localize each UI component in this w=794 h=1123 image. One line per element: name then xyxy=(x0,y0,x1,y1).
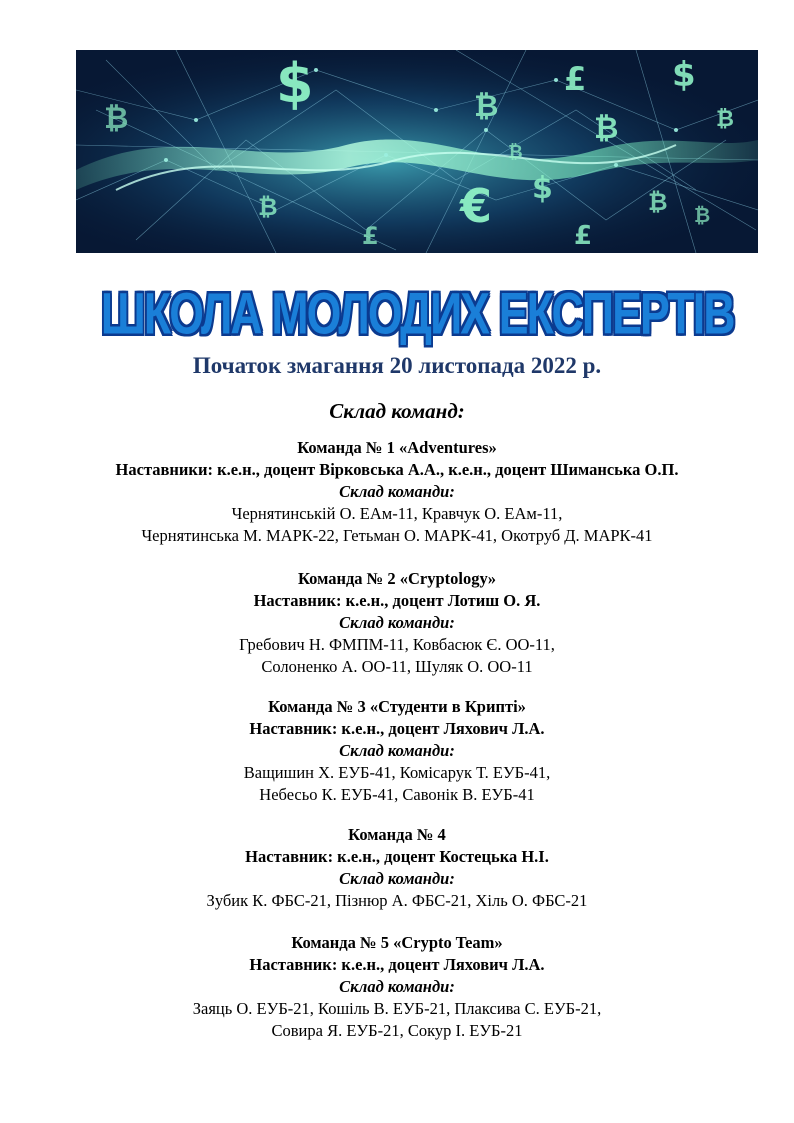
bitcoin-icon: ₿ xyxy=(258,193,278,221)
team-members-line: Чернятинська М. МАРК-22, Гетьман О. МАРК-41, Окотруб Д. МАРК-41 xyxy=(141,526,653,545)
wordart-title-text: ШКОЛА МОЛОДИХ ЕКСПЕРТІВ xyxy=(100,281,734,347)
team-block-5 xyxy=(0,932,794,1042)
team-block-1 xyxy=(0,437,794,547)
team-members-line: Совира Я. ЕУБ-21, Сокур І. ЕУБ-21 xyxy=(271,1021,523,1040)
team-mentors: Наставник: к.е.н., доцент Лотиш О. Я. xyxy=(253,591,541,610)
bitcoin-icon: ₿ xyxy=(716,107,734,132)
bitcoin-icon: ₿ xyxy=(508,142,523,163)
team-composition-label: Склад команди: xyxy=(339,741,455,760)
team-composition-label: Склад команди: xyxy=(339,482,455,501)
team-mentors: Наставники: к.е.н., доцент Вірковська А.А., к.е.н., доцент Шиманська О.П. xyxy=(115,460,679,479)
team-members-line: Небесьо К. ЕУБ-41, Савонік В. ЕУБ-41 xyxy=(259,785,535,804)
team-title: Команда № 1 «Adventures» xyxy=(297,438,497,457)
header-banner-image xyxy=(76,50,758,253)
team-mentors: Наставник: к.е.н., доцент Ляхович Л.А. xyxy=(249,719,545,738)
team-mentors: Наставник: к.е.н., доцент Костецька Н.І. xyxy=(245,847,549,866)
dollar-icon: $ xyxy=(672,55,696,95)
team-members-line: Зубик К. ФБС-21, Пізнюр А. ФБС-21, Хіль О. ФБС-21 xyxy=(206,891,588,910)
team-mentors: Наставник: к.е.н., доцент Ляхович Л.А. xyxy=(249,955,545,974)
dollar-icon: $ xyxy=(532,171,553,206)
team-composition-label: Склад команди: xyxy=(339,977,455,996)
team-title: Команда № 2 «Cryptology» xyxy=(297,569,496,588)
bitcoin-icon: ₿ xyxy=(694,203,711,227)
bitcoin-icon: ₿ xyxy=(104,101,129,136)
team-composition-label: Склад команди: xyxy=(339,613,455,632)
dollar-icon: $ xyxy=(276,52,314,115)
team-block-4 xyxy=(0,824,794,912)
pound-icon: £ xyxy=(362,222,379,250)
team-title: Команда № 5 «Crypto Team» xyxy=(291,933,503,952)
team-composition-label: Склад команди: xyxy=(339,869,455,888)
bitcoin-icon: ₿ xyxy=(594,111,619,146)
bitcoin-icon: ₿ xyxy=(648,188,668,216)
pound-icon: £ xyxy=(564,60,587,98)
team-block-2 xyxy=(0,568,794,678)
pound-icon: £ xyxy=(574,221,593,251)
wordart-title xyxy=(72,280,762,348)
team-title: Команда № 4 xyxy=(348,825,446,844)
team-block-3 xyxy=(0,696,794,806)
team-members-line: Чернятинській О. ЕАм-11, Кравчук О. ЕАм-11, xyxy=(231,504,563,523)
competition-start-date: Початок змагання 20 листопада 2022 р. xyxy=(192,353,602,378)
euro-icon: € xyxy=(460,179,493,233)
bitcoin-icon: ₿ xyxy=(474,89,499,124)
teams-heading: Склад команд: xyxy=(329,399,465,423)
team-members-line: Солоненко А. ОО-11, Шуляк О. ОО-11 xyxy=(261,657,533,676)
team-title: Команда № 3 «Студенти в Крипті» xyxy=(268,697,526,716)
team-members-line: Ващишин Х. ЕУБ-41, Комісарук Т. ЕУБ-41, xyxy=(243,763,551,782)
team-members-line: Заяць О. ЕУБ-21, Кошіль В. ЕУБ-21, Плаксива С. ЕУБ-21, xyxy=(192,999,602,1018)
team-members-line: Гребович Н. ФМПМ-11, Ковбасюк Є. ОО-11, xyxy=(239,635,555,654)
